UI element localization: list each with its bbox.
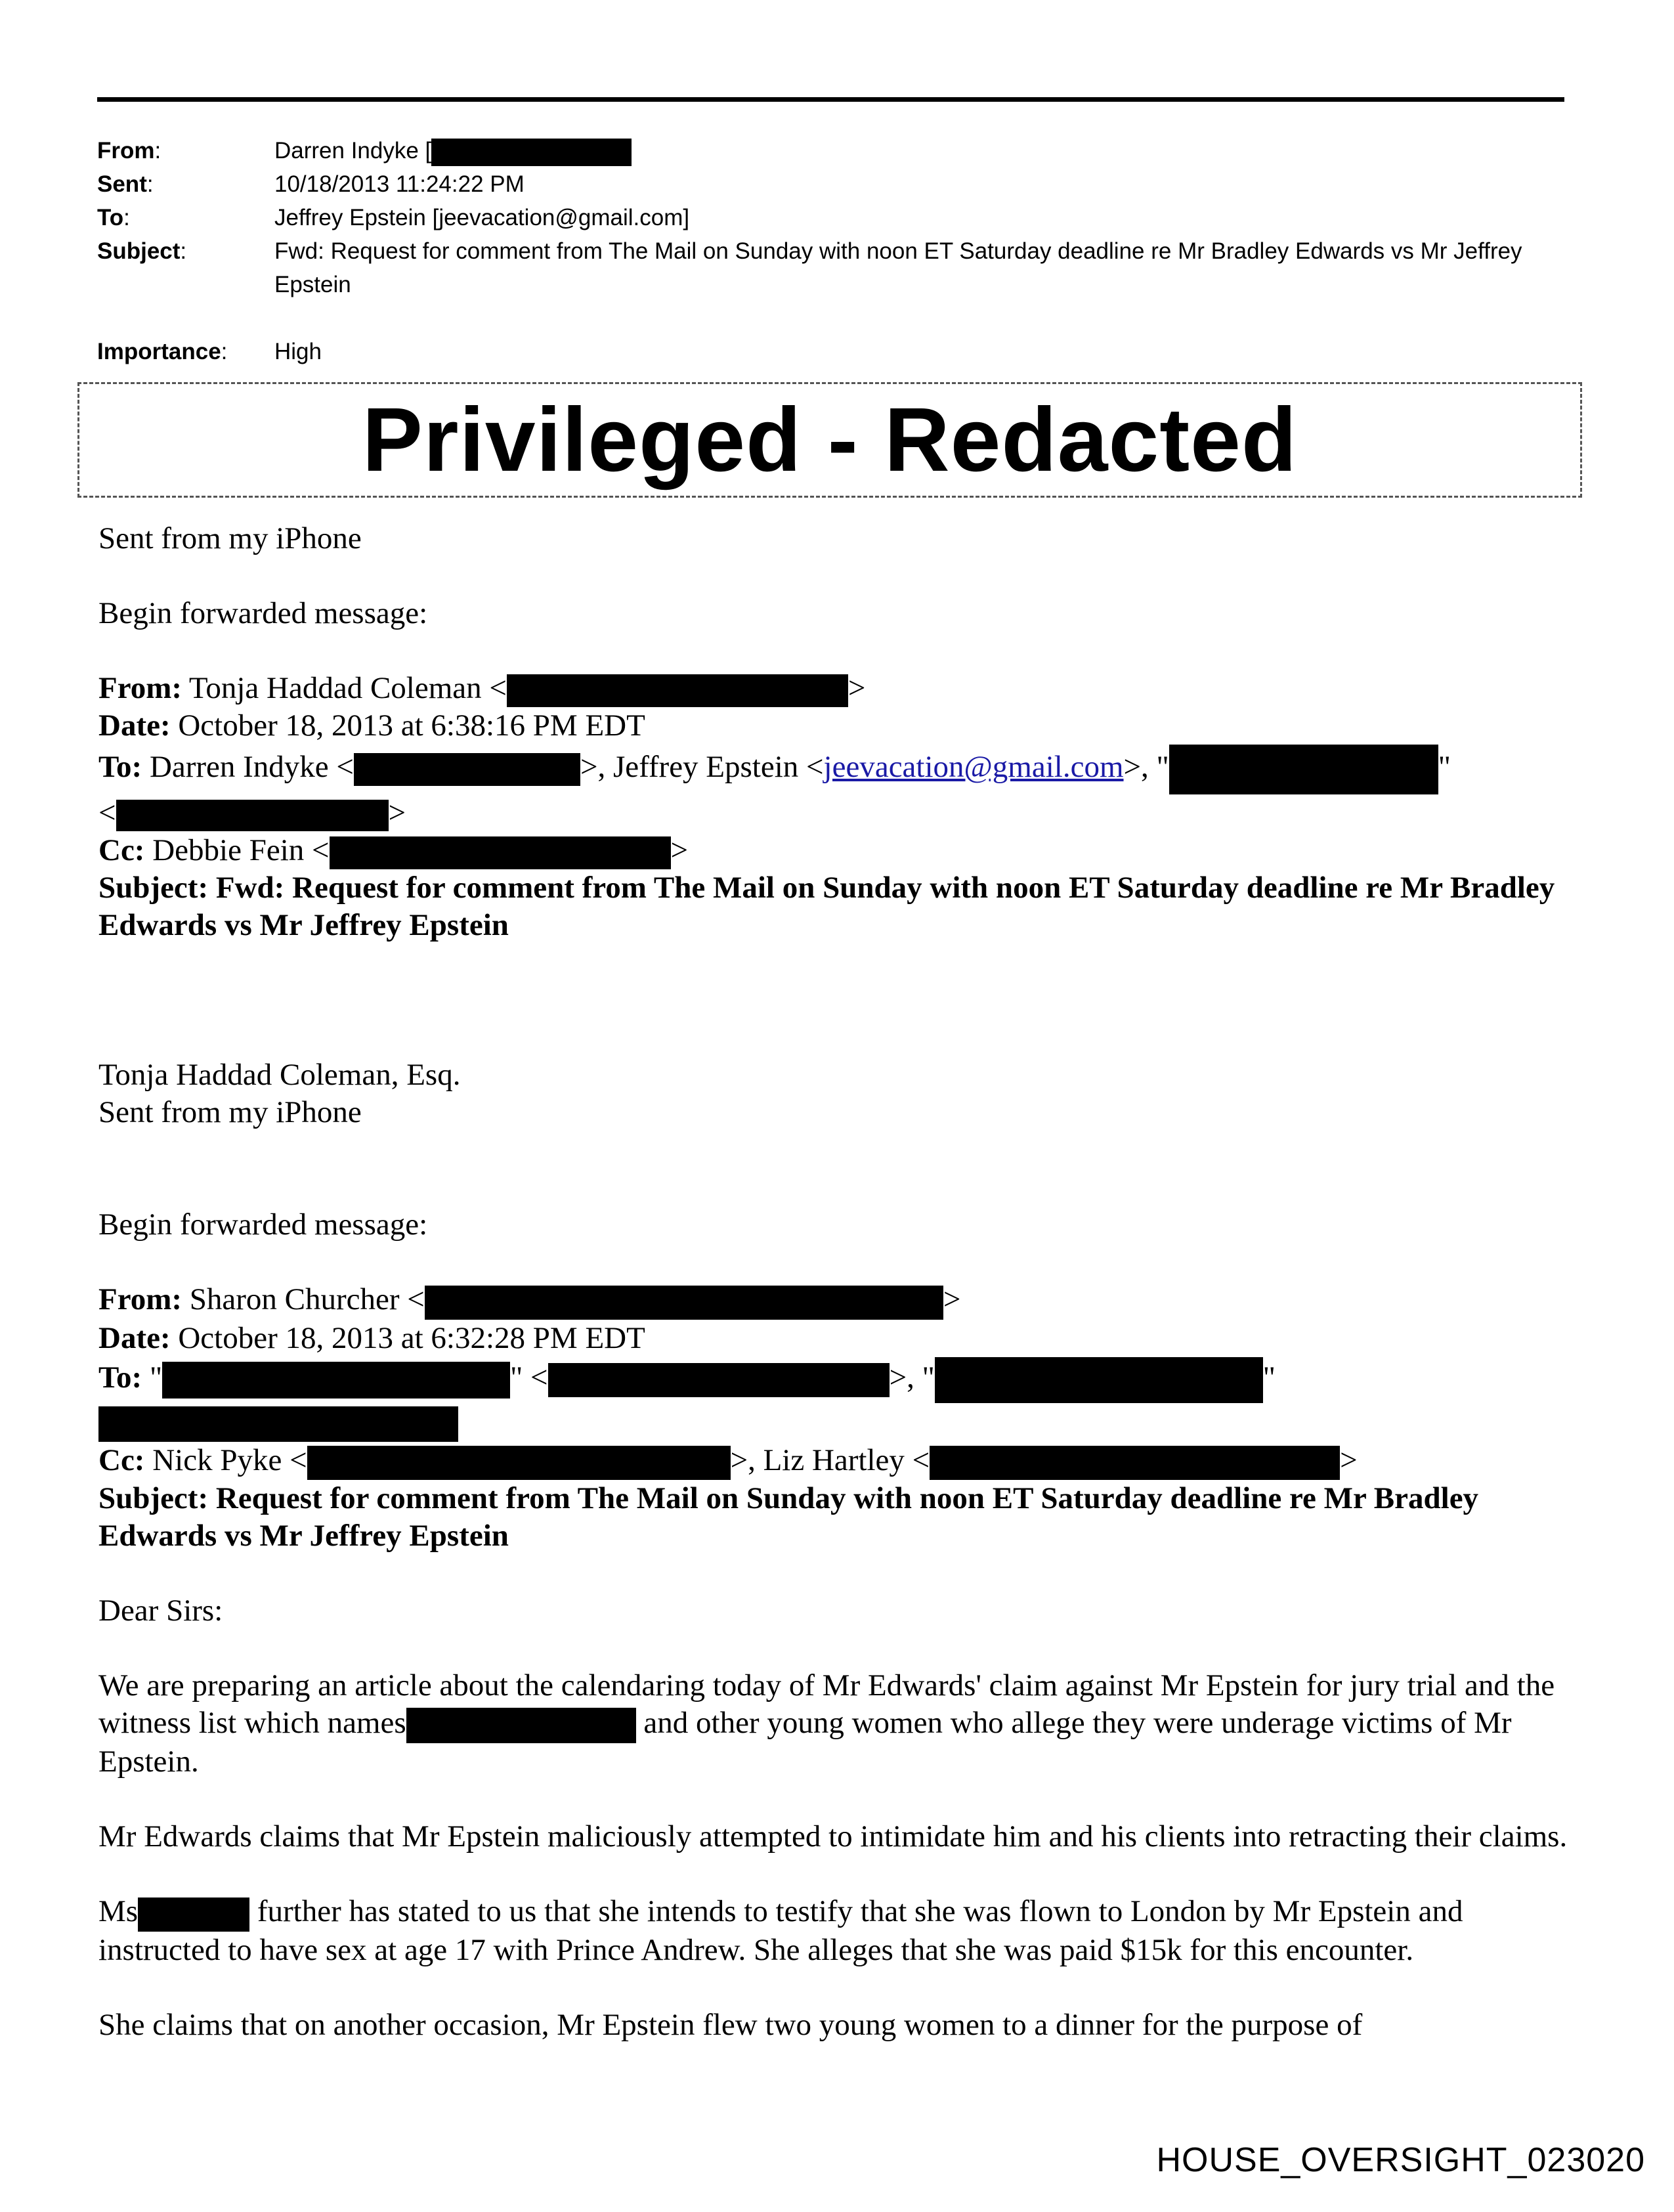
importance-label: Importance: [97, 339, 221, 364]
privileged-text: Privileged - Redacted: [362, 389, 1298, 490]
fwd2-to-line-2: [98, 1403, 1569, 1442]
redaction-block: [354, 753, 580, 786]
begin-forwarded-message-2: Begin forwarded message:: [98, 1207, 428, 1242]
privileged-banner: [77, 382, 1582, 498]
sent-from-iphone: Sent from my iPhone: [98, 521, 362, 555]
fwd1-date-line: Date: October 18, 2013 at 6:38:16 PM EDT: [98, 708, 645, 743]
redaction-block: [138, 1898, 249, 1932]
sent-value: 10/18/2013 11:24:22 PM: [274, 171, 525, 197]
redaction-block: [507, 674, 848, 707]
redaction-block: [425, 1286, 943, 1320]
email-link[interactable]: jeevacation@gmail.com: [823, 750, 1124, 784]
fwd1-to-line: To: Darren Indyke < >, Jeffrey Epstein <jeevacation@gmail.com>, " ": [98, 745, 1569, 794]
to-value: Jeffrey Epstein [jeevacation@gmail.com]: [274, 205, 690, 230]
redaction-block: [307, 1446, 731, 1480]
email-header: [97, 134, 1574, 368]
letter-paragraph-1: We are preparing an article about the calendaring today of Mr Edwards' claim against Mr Epstein for jury trial and the witness list which names and other young women who allege they were underage victims of Mr Epstein.: [98, 1668, 1555, 1779]
redaction-block: [98, 1406, 458, 1442]
fwd1-cc-line: Cc: Debbie Fein < >: [98, 832, 1569, 869]
from-label: From: [97, 138, 155, 163]
redaction-block: [162, 1362, 510, 1399]
redaction-block: [330, 836, 671, 869]
redaction-block: [1169, 745, 1438, 794]
redaction-block: [116, 800, 389, 831]
signature-sent-from: Sent from my iPhone: [98, 1095, 362, 1130]
begin-forwarded-message: Begin forwarded message:: [98, 596, 428, 630]
fwd1-from-line: From: Tonja Haddad Coleman < >: [98, 670, 1569, 707]
from-value: Darren Indyke [: [274, 138, 432, 163]
header-to-row: To: Jeffrey Epstein [jeevacation@gmail.com]: [97, 201, 1574, 234]
header-subject-row: Subject: Fwd: Request for comment from The Mail on Sunday with noon ET Saturday deadline re Mr Bradley Edwards vs Mr Jeffrey Epstein: [97, 234, 1574, 301]
header-from-row: From: Darren Indyke [: [97, 134, 1574, 167]
header-importance-row: Importance: High: [97, 335, 1574, 368]
subject-value: Fwd: Request for comment from The Mail on Sunday with noon ET Saturday deadline re Mr Bradley Edwards vs Mr Jeffrey Epstein: [274, 238, 1522, 297]
fwd2-cc-line: Cc: Nick Pyke < >, Liz Hartley < >: [98, 1442, 1569, 1480]
letter-paragraph-3: Ms further has stated to us that she intends to testify that she was flown to London by Mr Epstein and instructed to have sex at age 17 with Prince Andrew. She alleges that she was paid $15k for this encounter.: [98, 1894, 1463, 1967]
redaction-block: [935, 1357, 1263, 1403]
redaction-block: [406, 1708, 636, 1743]
letter-greeting: Dear Sirs:: [98, 1594, 223, 1628]
importance-value: High: [274, 339, 322, 364]
subject-label: Subject: [97, 238, 181, 264]
email-body: [98, 520, 1569, 2044]
fwd1-to-line-2: < >: [98, 794, 1569, 832]
redaction-block: [930, 1446, 1340, 1480]
fwd2-from-line: From: Sharon Churcher < >: [98, 1281, 1569, 1319]
signature-name: Tonja Haddad Coleman, Esq.: [98, 1058, 461, 1093]
redaction-block: [431, 139, 632, 166]
to-label: To: [97, 205, 124, 230]
fwd2-to-line: To: " " < >, " ": [98, 1357, 1569, 1403]
fwd2-subject: Subject: Request for comment from The Mail on Sunday with noon ET Saturday deadline re Mr Bradley Edwards vs Mr Jeffrey Epstein: [98, 1481, 1479, 1553]
bates-number: HOUSE_OVERSIGHT_023020: [1156, 2141, 1645, 2179]
fwd1-subject: Subject: Fwd: Request for comment from The Mail on Sunday with noon ET Saturday deadline re Mr Bradley Edwards vs Mr Jeffrey Epstein: [98, 871, 1555, 943]
sent-label: Sent: [97, 171, 147, 197]
fwd2-date-line: Date: October 18, 2013 at 6:32:28 PM EDT: [98, 1320, 645, 1355]
letter-paragraph-4: She claims that on another occasion, Mr Epstein flew two young women to a dinner for the purpose of: [98, 2007, 1363, 2042]
header-sent-row: Sent: 10/18/2013 11:24:22 PM: [97, 167, 1574, 201]
redaction-block: [548, 1363, 890, 1397]
top-rule: [97, 97, 1564, 102]
letter-paragraph-2: Mr Edwards claims that Mr Epstein maliciously attempted to intimidate him and his clients into retracting their claims.: [98, 1819, 1568, 1854]
